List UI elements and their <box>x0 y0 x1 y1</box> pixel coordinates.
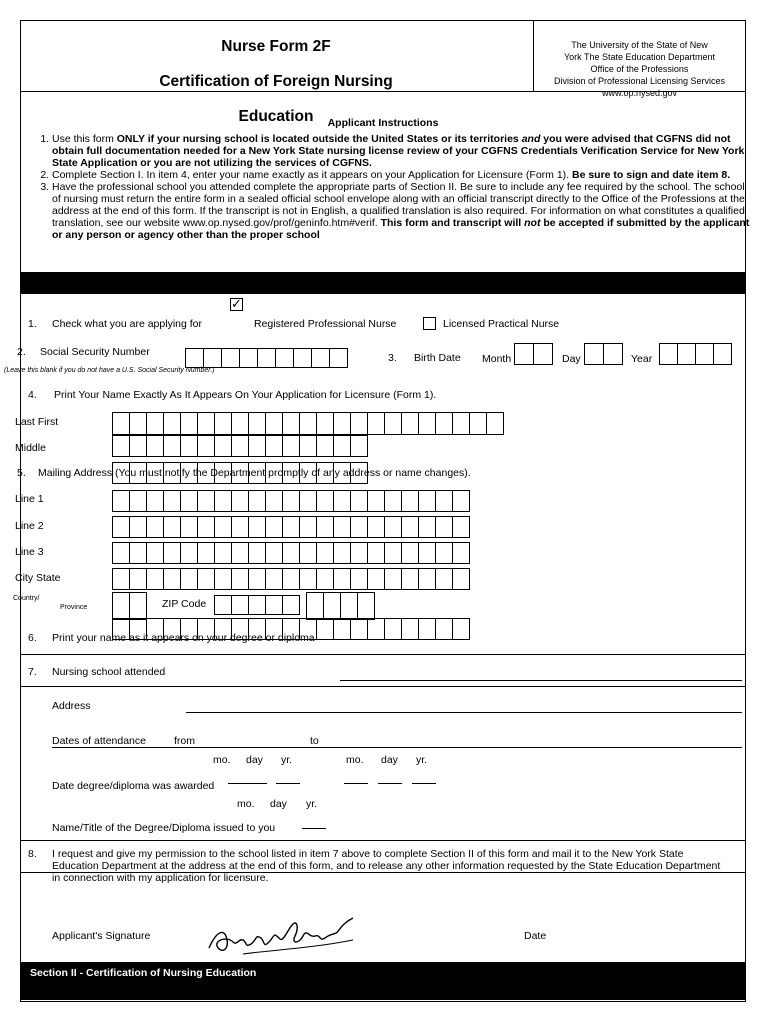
line3-boxes[interactable] <box>112 542 470 564</box>
q2-label: Social Security Number <box>40 346 150 358</box>
city-state-label: City State <box>15 572 61 584</box>
address-label: Address <box>52 700 91 712</box>
line2-label: Line 2 <box>15 520 44 532</box>
rpn-option-label: Registered Professional Nurse <box>254 318 397 330</box>
q2-number: 2. <box>17 346 26 358</box>
school-name-line[interactable] <box>340 680 742 681</box>
q3-number: 3. <box>388 352 397 364</box>
q3-label: Birth Date <box>414 352 461 364</box>
degree-awarded-label: Date degree/diploma was awarded <box>52 780 215 792</box>
from-label: from <box>174 735 195 747</box>
line1-label: Line 1 <box>15 493 44 505</box>
agency-line4: Division of Professional Licensing Services <box>553 76 726 86</box>
birth-month-boxes[interactable] <box>514 343 553 365</box>
instruction-item: 1. Use this form ONLY if your nursing school is located outside the United States or its territories and you were advised that CGFNS did not obtain full documentation needed for a New York State nursing license review of your CGFNS Credentials Verification Service for New York State Application or you are not utilizing the services of CGFNS. <box>52 133 752 169</box>
province-boxes[interactable] <box>306 592 375 620</box>
lpn-option-label: Licensed Practical Nurse <box>443 318 560 330</box>
degree-title-line[interactable] <box>302 828 326 829</box>
country-label: Country/ <box>13 595 40 602</box>
q5-label: Mailing Address (You must notify the Department promptly of any address or name changes). <box>38 467 471 479</box>
country-boxes[interactable] <box>112 592 147 620</box>
agency-line1: The University of the State of New <box>571 40 708 50</box>
q5-number: 5. <box>17 467 26 479</box>
q7-label: Nursing school attended <box>52 666 166 678</box>
from-yr-label: yr. <box>281 754 293 766</box>
form-title-line3: Education <box>238 108 314 125</box>
q6-label: Print your name as it appears on your degree or diploma <box>52 632 315 644</box>
awarded-yr-line[interactable] <box>344 783 368 784</box>
line2-boxes[interactable] <box>112 516 470 538</box>
instruction-item: 2. Complete Section I. In item 4, enter your name exactly as it appears on your Application for Licensure (Form 1). Be sure to sign and date item 8. <box>52 169 752 181</box>
to-day-label: day <box>381 754 398 766</box>
line1-boxes[interactable] <box>112 490 470 512</box>
q1-label: Check what you are applying for <box>52 318 202 330</box>
agency-line5: www.op.nysed.gov <box>601 88 678 98</box>
agency-line2: York The State Education Department <box>563 52 716 62</box>
q6-number: 6. <box>28 632 37 644</box>
degree-name-boxes[interactable] <box>112 618 470 640</box>
q4-label: Print Your Name Exactly As It Appears On Your Application for Licensure (Form 1). <box>54 389 437 401</box>
year-label: Year <box>631 353 653 365</box>
q8-number: 8. <box>28 848 37 860</box>
to-yr-label: yr. <box>416 754 428 766</box>
zip-boxes[interactable] <box>214 595 300 615</box>
awarded-extra-line[interactable] <box>378 783 402 784</box>
q8-text: I request and give my permission to the school listed in item 7 above to complete Section II of this form and mail it to the New York State Education Department at the address at the end of this form, and to release any other information requested by the State Education Department in connection with my application for licensure. <box>52 848 721 884</box>
zip-label: ZIP Code <box>162 598 207 610</box>
last-first-boxes[interactable] <box>112 412 504 435</box>
dates-label: Dates of attendance <box>52 735 146 747</box>
divider-item8 <box>20 872 746 873</box>
divider-item7-end <box>20 840 746 841</box>
divider-item7 <box>20 686 746 687</box>
awarded-mo-line-2[interactable] <box>243 783 267 784</box>
last-first-label: Last First <box>15 416 59 428</box>
q7-number: 7. <box>28 666 37 678</box>
header-divider <box>20 91 746 92</box>
to-label: to <box>310 735 319 747</box>
awarded-day-line[interactable] <box>276 783 300 784</box>
day-label: Day <box>562 353 581 365</box>
rpn-checkbox[interactable] <box>230 298 243 311</box>
divider-item6 <box>20 654 746 655</box>
awarded-yr-label: yr. <box>306 798 318 810</box>
from-mo-label: mo. <box>213 754 231 766</box>
signature-label: Applicant's Signature <box>52 930 151 942</box>
month-label: Month <box>482 353 512 365</box>
q1-number: 1. <box>28 318 37 330</box>
to-mo-label: mo. <box>346 754 364 766</box>
date-label: Date <box>524 930 547 942</box>
school-address-line[interactable] <box>186 712 742 713</box>
instructions-list <box>30 133 752 241</box>
ssn-boxes[interactable] <box>185 348 348 368</box>
instruction-item: 3. Have the professional school you attended complete the appropriate parts of Section II. Be sure to include any fee required by the school. The school of nursing must return the entire form in a sealed official school envelope along with an official transcript directly to the Office of the Professions at the address at the end of this form. If the transcript is not in English, a qualified translation is also required. For information on what constitutes a qualified translation, see our website www.op.nysed.gov/prof/geninfo.htm#verif. This form and transcript will not be accepted if submitted by the applicant or any person or agency other than the proper school <box>52 181 752 241</box>
middle-boxes[interactable] <box>112 435 368 457</box>
lpn-checkbox[interactable] <box>423 317 436 330</box>
awarded-mo-label: mo. <box>237 798 255 810</box>
agency-line3: Office of the Professions <box>590 64 689 74</box>
q2-note: (Leave this blank if you do not have a U.S. Social Security Number.) <box>4 367 215 374</box>
form-title-line2: Certification of Foreign Nursing <box>159 73 393 90</box>
instructions-title: Applicant Instructions <box>327 117 439 129</box>
applicant-signature <box>203 910 363 963</box>
city-state-boxes[interactable] <box>112 568 470 590</box>
form-title-line1: Nurse Form 2F <box>221 38 331 55</box>
awarded-extra-line-2[interactable] <box>412 783 436 784</box>
degree-title-label: Name/Title of the Degree/Diploma issued to you <box>52 822 276 834</box>
q4-number: 4. <box>28 389 37 401</box>
section2-title: Section II - Certification of Nursing Education <box>20 962 746 1000</box>
province-label: Province <box>60 604 88 611</box>
middle-label: Middle <box>15 442 46 454</box>
birth-day-boxes[interactable] <box>584 343 623 365</box>
birth-year-boxes[interactable] <box>659 343 732 365</box>
dates-line[interactable] <box>52 747 742 748</box>
section1-header-bar <box>20 272 746 294</box>
line3-label: Line 3 <box>15 546 44 558</box>
agency-block <box>533 21 745 98</box>
from-day-label: day <box>246 754 263 766</box>
awarded-day-label: day <box>270 798 287 810</box>
